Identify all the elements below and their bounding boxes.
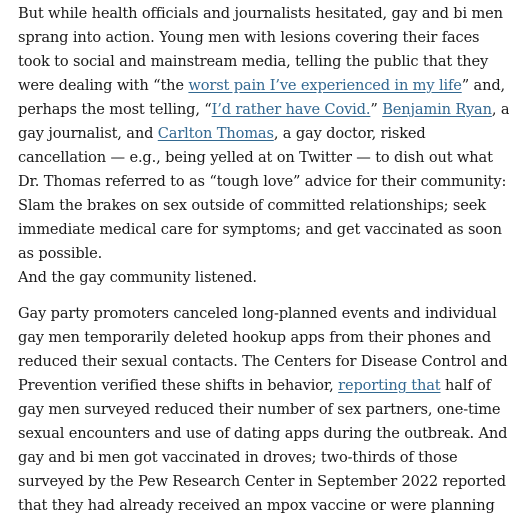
text-line <box>18 122 509 146</box>
text-fragment: , a gay doctor, risked <box>273 125 426 142</box>
paragraph-health-officials <box>18 2 509 266</box>
text-line: gay men surveyed reduced their number of sex partners, one-time <box>18 401 501 418</box>
text-fragment: perhaps the most telling, “ <box>18 101 212 118</box>
text-line: reduced their sexual contacts. The Centers for Disease Control and <box>18 353 508 370</box>
text-line: cancellation — e.g., being yelled at on Twitter — to dish out what <box>18 149 493 166</box>
text-fragment: Prevention verified these shifts in behavior, <box>18 377 339 394</box>
text-line: gay men temporarily deleted hookup apps from their phones and <box>18 329 492 346</box>
paragraph-community-listened <box>18 266 257 290</box>
text-line <box>18 74 509 98</box>
link-rather-have-covid[interactable]: I’d rather have Covid. <box>211 101 371 118</box>
text-line: immediate medical care for symptoms; and get vaccinated as soon <box>18 221 502 238</box>
paragraph-party-promoters <box>18 302 508 518</box>
text-fragment: gay journalist, and <box>18 125 158 142</box>
text-fragment: , a <box>491 101 509 118</box>
text-line: Gay party promoters canceled long-planned events and individual <box>18 305 497 322</box>
text-line <box>18 374 508 398</box>
link-benjamin-ryan[interactable]: Benjamin Ryan <box>382 101 492 118</box>
text-fragment: ” and, <box>461 77 506 94</box>
link-carlton-thomas[interactable]: Carlton Thomas <box>157 125 274 142</box>
text-line: sexual encounters and use of dating apps during the outbreak. And <box>18 425 508 442</box>
text-fragment: ” <box>370 101 383 118</box>
link-reporting-that[interactable]: reporting that <box>338 377 441 394</box>
link-worst-pain[interactable]: worst pain I’ve experienced in my life <box>188 77 462 94</box>
text-line: took to social and mainstream media, telling the public that they <box>18 53 489 70</box>
text-line <box>18 98 509 122</box>
text-line: sprang into action. Young men with lesions covering their faces <box>18 29 480 46</box>
text-line: And the gay community listened. <box>18 269 257 286</box>
text-line: Dr. Thomas referred to as “tough love” advice for their community: <box>18 173 507 190</box>
text-line: as possible. <box>18 245 103 262</box>
text-line: surveyed by the Pew Research Center in September 2022 reported <box>18 473 506 490</box>
text-line: Slam the brakes on sex outside of committed relationships; seek <box>18 197 486 214</box>
text-fragment: half of <box>440 377 491 394</box>
text-fragment: were dealing with “the <box>18 77 189 94</box>
text-line: gay and bi men got vaccinated in droves; two-thirds of those <box>18 449 458 466</box>
text-line: that they had already received an mpox vaccine or were planning <box>18 497 495 514</box>
text-line: But while health officials and journalists hesitated, gay and bi men <box>18 5 503 22</box>
